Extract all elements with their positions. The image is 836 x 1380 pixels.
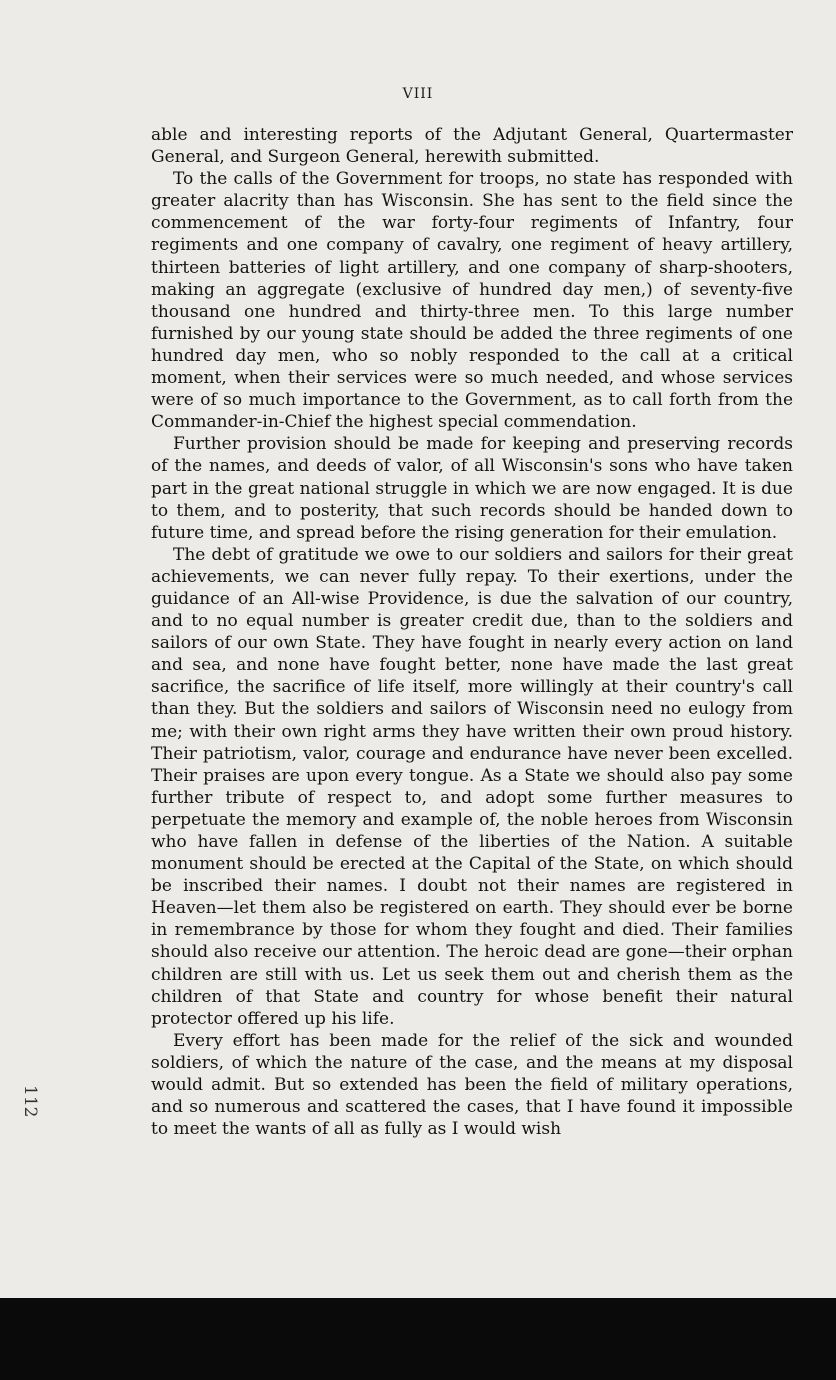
body-text bbox=[151, 124, 793, 1140]
paragraph-gratitude: The debt of gratitude we owe to our soldiers and sailors for their great achievements, we can never fully repay. To their exertions, under the guidance of an All-wise Providence, is due the salvation of our country, and to no equal number is greater credit due, than to the soldiers and sailors of our own State. They have fought in nearly every action on land and sea, and none have fought better, none have made the last great sacrifice, the sacrifice of life itself, more willingly at their country's call than they. But the soldiers and sailors of Wisconsin need no eulogy from me; with their own right arms they have written their own proud history. Their patriotism, valor, courage and endurance have never been excelled. Their praises are upon every tongue. As a State we should also pay some further tribute of respect to, and adopt some further measures to perpetuate the memory and example of, the noble heroes from Wisconsin who have fallen in defense of the liberties of the Nation. A suitable monument should be erected at the Capital of the State, on which should be inscribed their names. I doubt not their names are registered in Heaven—let them also be registered on earth. They should ever be borne in remembrance by those for whom they fought and died. Their families should also receive our attention. The heroic dead are gone—their orphan children are still with us. Let us seek them out and cherish them as the children of that State and country for whose benefit their natural protector offered up his life. bbox=[151, 544, 793, 1029]
paragraph-troops: To the calls of the Government for troops, no state has responded with greater alacrity than has Wisconsin. She has sent to the field since the commencement of the war forty-four regiments of Infantry, four regiments and one company of cavalry, one regiment of heavy artillery, thirteen batteries of light artillery, and one company of sharp-shooters, making an aggregate (exclusive of hundred day men,) of seventy-five thousand one hundred and thirty-three men. To this large number furnished by our young state should be added the three regiments of one hundred day men, who so nobly responded to the call at a critical moment, when their services were so much needed, and whose services were of so much importance to the Government, as to call forth from the Commander-in-Chief the highest special commendation. bbox=[151, 169, 793, 433]
margin-annotation: 112 bbox=[20, 1085, 40, 1118]
paragraph-records: Further provision should be made for keeping and preserving records of the names, and deeds of valor, of all Wisconsin's sons who have taken part in the great national struggle in which we are now engaged. It is due to them, and to posterity, that such records should be handed down to future time, and spread before the rising generation for their emulation. bbox=[151, 434, 793, 543]
paragraph-relief: Every effort has been made for the relief of the sick and wounded soldiers, of which the nature of the case, and the means at my disposal would admit. But so extended has been the field of military operations, and so numerous and scattered the cases, that I have found it impossible to meet the wants of all as fully as I would wish bbox=[151, 1030, 793, 1140]
paragraph-continuation: able and interesting reports of the Adjutant General, Quartermaster General, and Surgeon General, herewith submitted. bbox=[151, 125, 793, 168]
scan-bottom-edge bbox=[0, 1298, 836, 1380]
page-number: VIII bbox=[402, 86, 434, 102]
